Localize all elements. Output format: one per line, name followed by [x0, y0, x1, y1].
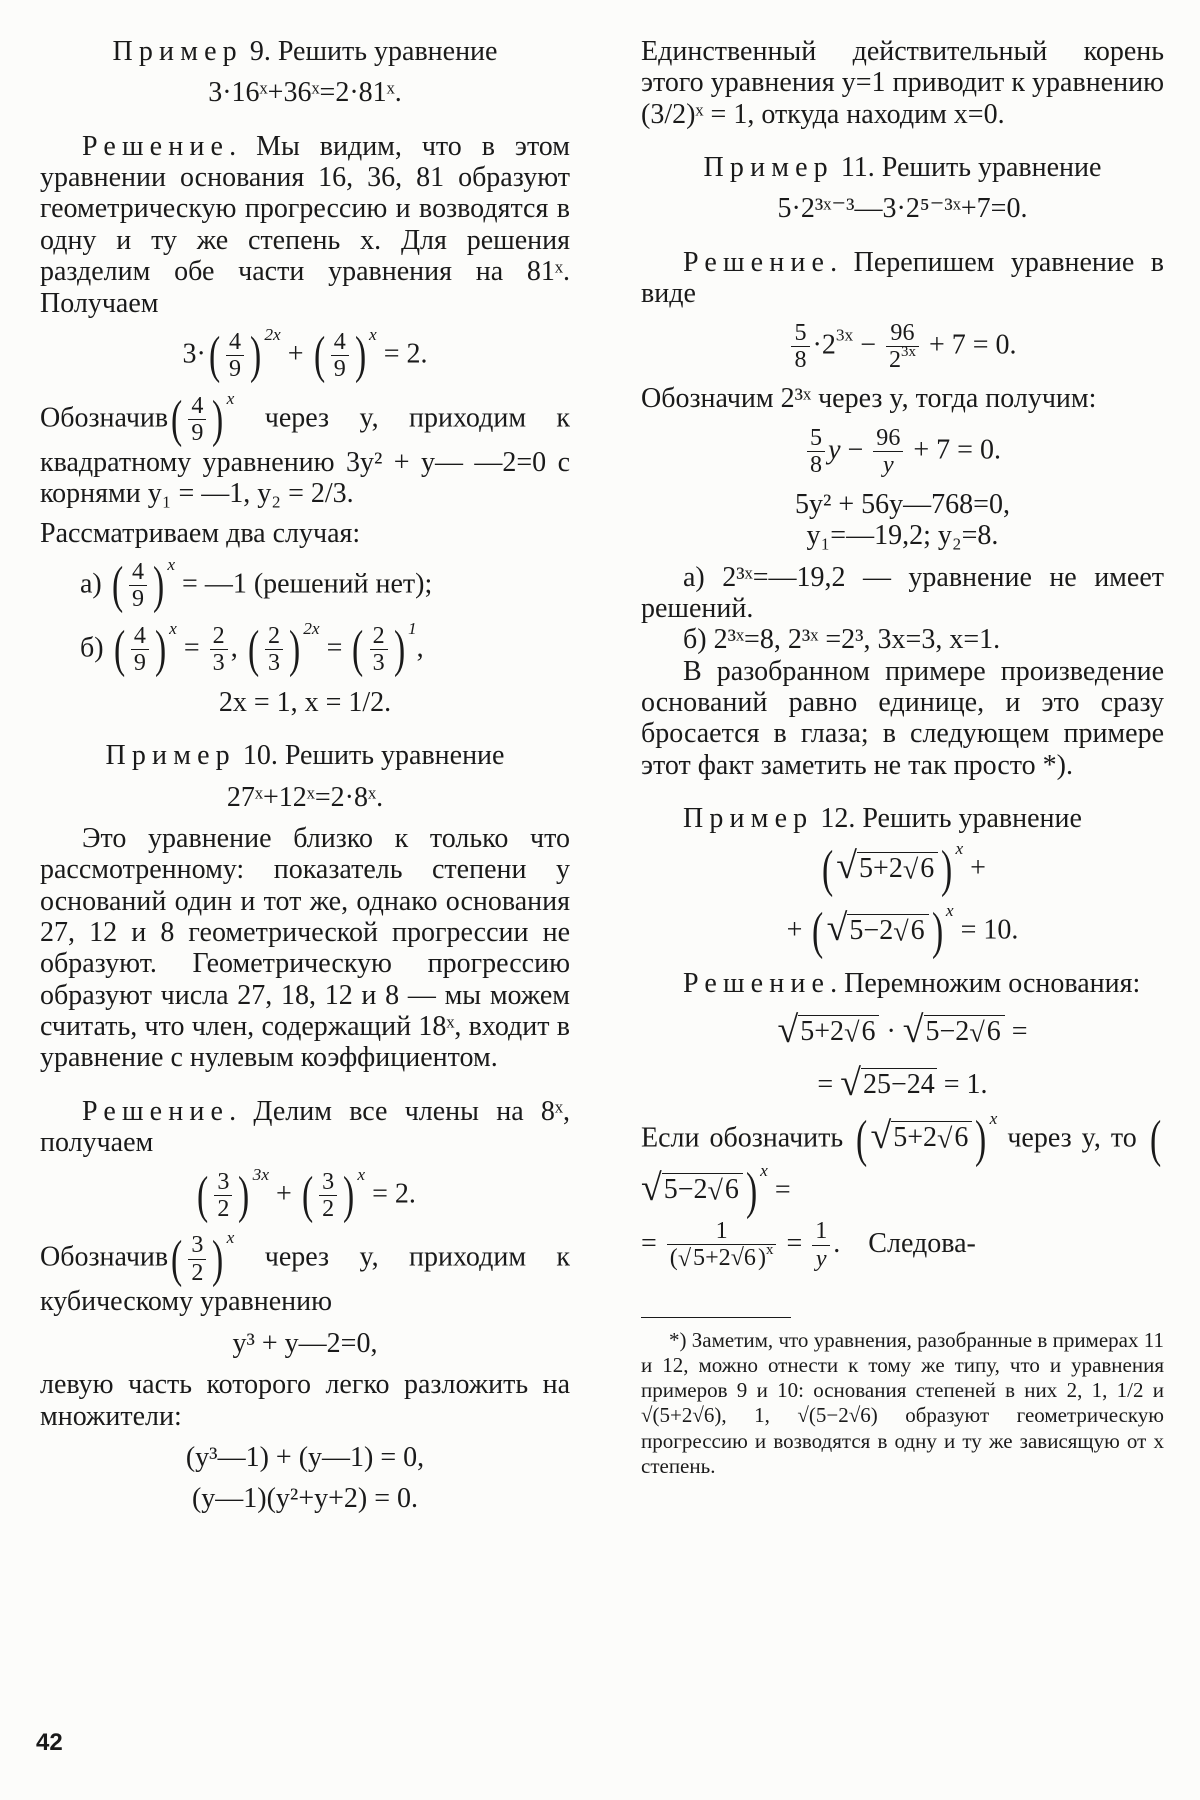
- equation-11-substituted: $\frac{5}{8}$ y − $\frac{96}{y}$ + 7 = 0.: [641, 425, 1164, 479]
- equation-11-roots: y₁=—19,2; y₂=8.: [806, 520, 999, 552]
- equation-9-divided: 3·( $\frac{4}{9}$ ) $^{2x}$ + ( $\frac{4}{9}$ ) $^x$ = 2.: [182, 324, 428, 384]
- case-a: а) ( $\frac{4}{9}$ ) $^x$ = —1 (решений нет);: [80, 554, 433, 614]
- remark-paragraph: В разобранном примере произведение оснований равно единице, и это сразу бросается в глаза; в следующем примере этот факт заметить не так просто *).: [641, 655, 1164, 781]
- footnote-divider: [641, 1317, 791, 1318]
- denote-11-paragraph: Обозначим 2³ˣ через y, тогда получим:: [641, 383, 1097, 415]
- left-column: [40, 36, 570, 1525]
- example-10-paragraph: Это уравнение близко к только что рассмотренному: показатель степени у оснований один и тот же, однако основания 27, 12 и 8 геометрической прогрессии не образуют. Геометрическую прогрессию образуют числа 27, 18, 12 и 8 — мы можем считать, что член, содержащий 18ˣ, входит в уравнение с нулевым коэффициентом.: [40, 822, 570, 1074]
- case-11-a: а) 2³ˣ=—19,2 — уравнение не имеет решений.: [641, 561, 1164, 624]
- solution-10-paragraph: Решение. Делим все члены на 8ˣ, получаем: [40, 1095, 570, 1159]
- example-9-equation: 3·16ˣ+36ˣ=2·81ˣ.: [208, 77, 402, 109]
- case-b-result: 2x = 1, x = 1/2.: [218, 686, 392, 718]
- page-number: 42: [36, 1729, 63, 1756]
- example-10-heading: Пример 10. Решить уравнение: [105, 740, 505, 772]
- reciprocal-line: = $\frac{1}{(√5+2√6)^x}$ = $\frac{1}{y}$ . Следова-: [641, 1217, 976, 1273]
- example-12-equation-line-2: + (√5−2√6 ) $^x$ = 10.: [786, 900, 1019, 961]
- product-line-1: √5+2√6 · √5−2√6 =: [777, 1009, 1028, 1052]
- case-b: б) ( $\frac{4}{9}$ ) $^x$ = $\frac{2}{3}$ , ( $\frac{2}{3}$ ) $^{2x}$ = ( $\frac{2}{3}$ ) $^1$,: [80, 618, 424, 678]
- cubic-equation: y³ + y—2=0,: [232, 1327, 378, 1359]
- factor-paragraph: левую часть которого легко разложить на множители:: [40, 1369, 570, 1432]
- substitution-paragraph: Если обозначить (√5+2√6 ) $^x$ через y, то (√5−2√6 ) $^x$ =: [641, 1108, 1161, 1220]
- equation-11-rewritten: $\frac{5}{8}$ $\cdot 2^{3x}$ − $\frac{96}{2^{3x}}$ + 7 = 0.: [641, 320, 1164, 374]
- example-12-equation-line-1: (√5+2√6 ) $^x$ +: [822, 839, 986, 899]
- solution-11-paragraph: Решение. Перепишем уравнение в виде: [641, 246, 1164, 310]
- equation-10-divided: ( $\frac{3}{2}$ ) $^{3x}$ + ( $\frac{3}{2}$ ) $^x$ = 2.: [197, 1164, 416, 1224]
- product-line-2: = √25−24 = 1.: [817, 1061, 988, 1104]
- solution-9-paragraph: Решение. Мы видим, что в этом уравнении основания 16, 36, 81 образуют геометрическую прогрессию и возводятся в одну и ту же степень x. Для решения разделим обе части уравнения на 81ˣ. Получаем: [40, 130, 570, 319]
- footnote: *) Заметим, что уравнения, разобранные в примерах 11 и 12, можно отнести к тому же типу, что и уравнения примеров 9 и 10: основания степеней в них 2, 1, 1/2 и √(5+2√6), 1, √(5−2√6) образуют геометрическую прогрессию и возводятся в одну и ту же зависящую от x степень.: [641, 1327, 1164, 1478]
- example-12-heading: Пример 12. Решить уравнение: [683, 803, 1082, 835]
- denote-9-paragraph: Обозначив( $\frac{4}{9}$ ) $^x$ через y, приходим к квадратному уравнению 3y² + y— —2=0 с корнями y₁ = —1, y₂ = 2/3.: [40, 388, 570, 510]
- right-column: [641, 36, 1164, 1479]
- example-9-heading: Пример 9. Решить уравнение: [112, 36, 498, 67]
- equation-11-quadratic: 5y² + 56y—768=0,: [795, 488, 1010, 520]
- example-10-equation: 27ˣ+12ˣ=2·8ˣ.: [226, 781, 384, 813]
- unique-root-paragraph: Единственный действительный корень этого уравнения y=1 приводит к уравнению (3/2)ˣ = 1, откуда находим x=0.: [641, 36, 1164, 130]
- example-11-equation: 5·2³ˣ⁻³—3·2⁵⁻³ˣ+7=0.: [777, 193, 1028, 225]
- factor-equation-1: (y³—1) + (y—1) = 0,: [185, 1441, 425, 1473]
- case-11-b: б) 2³ˣ=8, 2³ˣ =2³, 3x=3, x=1.: [683, 624, 1001, 656]
- solution-12-paragraph: Решение. Перемножим основания:: [683, 968, 1141, 999]
- denote-10-paragraph: Обозначив( $\frac{3}{2}$ ) $^x$ через y, приходим к кубическому уравнению: [40, 1228, 570, 1318]
- factor-equation-2: (y—1)(y²+y+2) = 0.: [191, 1483, 419, 1515]
- example-11-heading: Пример 11. Решить уравнение: [703, 152, 1102, 184]
- cases-title: Рассматриваем два случая:: [40, 517, 361, 549]
